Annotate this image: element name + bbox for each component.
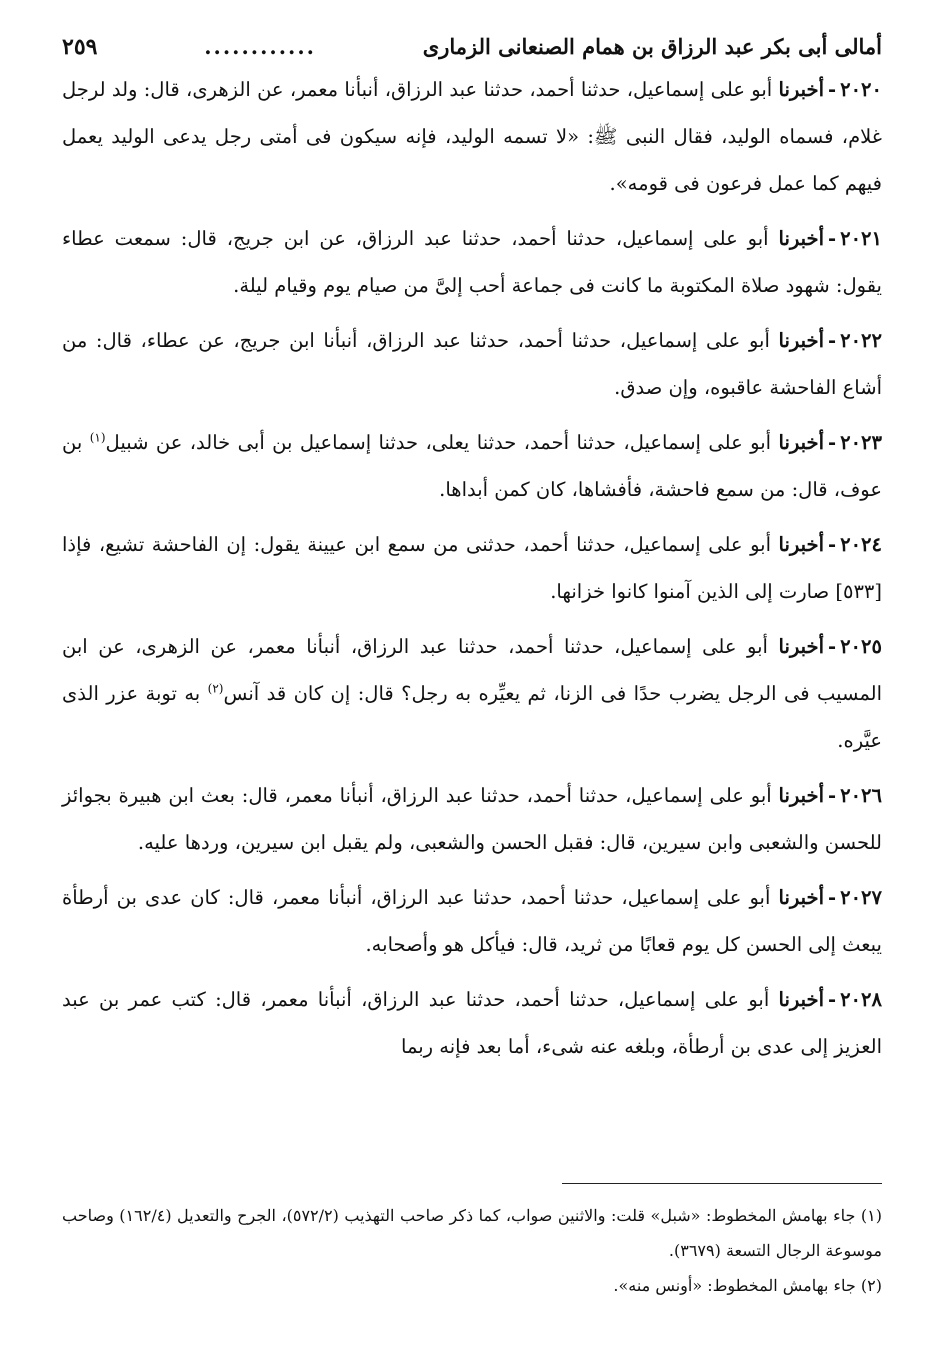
hadith-number: ٢٠٢٠ [840,78,882,101]
hadith-dash: - [827,635,837,658]
hadith-dash: - [828,784,837,807]
hadith-text: أبو على إسماعيل، حدثنا أحمد، حدثنى من سمع ابن عيينة يقول: إن الفاحشة تشيع، فإذا [٥٣٣] صارت إلى الذين آمنوا كانوا خزانها. [62,533,882,603]
hadith-lead: أخبرنا [778,635,824,658]
hadith-text: أبو على إسماعيل، حدثنا أحمد، حدثنا يعلى، حدثنا إسماعيل بن أبى خالد، عن شبيل [105,431,772,454]
footnote-reference: (١) [89,430,106,445]
hadith-text-continued: بن عوف، قال: من سمع فاحشة، فأفشاها، كان كمن أبداها. [62,431,882,501]
book-title: أمالى أبى بكر عبد الرزاق بن همام الصنعانى الزمارى [422,34,882,59]
hadith-dash: - [828,329,837,352]
hadith-lead: أخبرنا [778,784,824,807]
hadith-text: أبو على إسماعيل، حدثنا أحمد، حدثنا عبد الرزاق، عن ابن جريج، قال: سمعت عطاء يقول: شهود صلاة المكتوبة ما كانت فى جماعة أحب إلىَّ من صيام يوم وقيام ليلة. [62,227,882,297]
hadith-lead: أخبرنا [778,329,824,352]
hadith-lead: أخبرنا [778,886,824,909]
footnote-reference: (٢) [207,681,224,696]
footnote-1: (١) جاء بهامش المخطوط: «شبل» قلت: والاثنين صواب، كما ذكر صاحب التهذيب (٥٧٢/٢)، الجرح والتعديل (١٦٢/٤) وصاحب موسوعة الرجال التسعة (٣٦٧٩). [62,1206,883,1260]
running-head [62,30,882,66]
hadith-text-continued: به توبة عزر الذى عيَّره. [62,682,882,752]
footnotes [62,1198,882,1303]
footnote-2: (٢) جاء بهامش المخطوط: «أونس منه». [613,1276,882,1295]
hadith-2024 [62,521,882,615]
hadith-number: ٢٠٢٥ [840,635,882,658]
hadith-dash: - [828,886,837,909]
hadith-2026 [62,772,882,866]
hadith-lead: أخبرنا [778,431,825,454]
hadith-dash: - [827,988,837,1011]
hadith-2027 [62,874,882,968]
hadith-text: أبو على إسماعيل، حدثنا أحمد، حدثنا عبد الرزاق، أنبأنا معمر، عن الزهرى، قال: ولد لرجل غلام، فسماه الوليد، فقال النبى ﷺ: «لا تسمه الوليد، فإنه سيكون فى أمتى رجل يدعى الوليد يعمل فيهم كما عمل فرعون فى قومه». [62,78,882,195]
hadith-dash: - [828,431,837,454]
hadith-text: أبو على إسماعيل، حدثنا أحمد، حدثنا عبد الرزاق، أنبأنا معمر، عن الزهرى، عن ابن المسيب فى الرجل يضرب حدًا فى الزنا، ثم يعيِّره به رجل؟ قال: إن كان قد آنس [62,635,883,705]
hadith-number: ٢٠٢٢ [840,329,882,352]
hadith-lead: أخبرنا [778,78,824,101]
hadith-text: أبو على إسماعيل، حدثنا أحمد، حدثنا عبد الرزاق، أنبأنا معمر، قال: كتب عمر بن عبد العزيز إلى عدى بن أرطأة، وبلغه عنه شىء، أما بعد فإنه ربما [62,988,882,1058]
leader-dots: ............ [204,34,316,59]
hadith-2028 [62,976,882,1070]
hadith-number: ٢٠٢٣ [840,431,883,454]
hadith-text: أبو على إسماعيل، حدثنا أحمد، حدثنا عبد الرزاق، أنبأنا ابن جريج، عن عطاء، قال: من أشاع الفاحشة عاقبوه، وإن صدق. [62,329,882,399]
hadith-dash: - [828,227,837,250]
hadith-number: ٢٠٢١ [840,227,882,250]
hadith-number: ٢٠٢٤ [840,533,882,556]
hadith-dash: - [828,533,837,556]
footnote-divider [562,1183,882,1184]
hadith-text: أبو على إسماعيل، حدثنا أحمد، حدثنا عبد الرزاق، أنبأنا معمر، قال: كان عدى بن أرطأة يبعث إلى الحسن كل يوم قعابًا من ثريد، قال: فيأكل هو وأصحابه. [62,886,882,956]
hadith-2025 [62,623,882,764]
hadith-lead: أخبرنا [778,533,824,556]
hadith-2022 [62,317,882,411]
hadith-number: ٢٠٢٦ [840,784,882,807]
hadith-2021 [62,215,882,309]
hadith-text: أبو على إسماعيل، حدثنا أحمد، حدثنا عبد الرزاق، أنبأنا معمر، قال: بعث ابن هبيرة بجوائز للحسن والشعبى وابن سيرين، قال: فقبل الحسن والشعبى، ولم يقبل ابن سيرين، وردها عليه. [62,784,882,854]
hadith-lead: أخبرنا [778,227,824,250]
hadith-number: ٢٠٢٨ [840,988,882,1011]
hadith-lead: أخبرنا [778,988,824,1011]
hadith-number: ٢٠٢٧ [840,886,882,909]
hadith-2020 [62,66,882,207]
hadith-dash: - [828,78,837,101]
book-page [62,30,883,1295]
hadith-2023 [62,419,882,513]
page-number: ٢٥٩ [62,34,98,60]
